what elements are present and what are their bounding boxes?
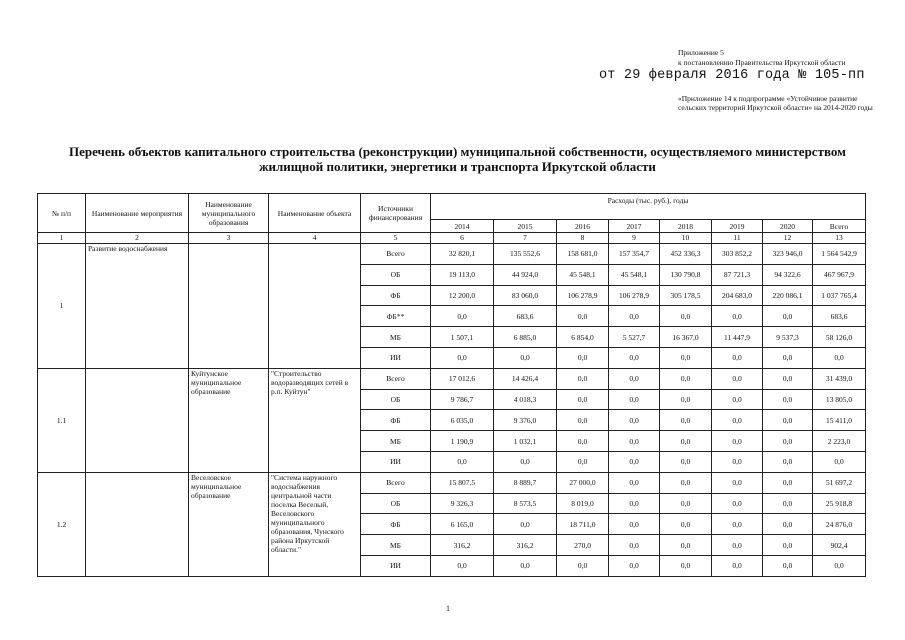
expense-value: 0,0 <box>660 514 712 535</box>
object-name: "Система наружного водоснабжения центральной части поселка Веселый, Веселовского муниципального образования, Чунского района Иркутской области." <box>269 472 361 576</box>
column-index: 1 <box>38 233 86 244</box>
header-year: 2020 <box>763 220 813 233</box>
column-index: 4 <box>269 233 361 244</box>
expense-value: 58 126,0 <box>813 327 866 348</box>
expense-value: 683,6 <box>494 306 557 327</box>
expense-value: 0,0 <box>609 472 660 493</box>
expense-value: 9 326,3 <box>431 493 494 514</box>
expense-value: 0,0 <box>609 535 660 556</box>
expense-value: 0,0 <box>763 368 813 389</box>
expense-value: 0,0 <box>557 555 609 576</box>
expense-value: 0,0 <box>431 451 494 472</box>
expense-value: 0,0 <box>660 410 712 431</box>
expense-value: 12 200,0 <box>431 285 494 306</box>
expense-value: 4 018,3 <box>494 389 557 410</box>
expense-value: 0,0 <box>660 472 712 493</box>
page-number: 1 <box>446 604 450 613</box>
expense-value: 8 019,0 <box>557 493 609 514</box>
expense-value: 0,0 <box>813 347 866 368</box>
column-index: 3 <box>189 233 269 244</box>
expense-value: 87 721,3 <box>712 264 763 285</box>
expense-value: 0,0 <box>712 410 763 431</box>
expense-value: 130 790,8 <box>660 264 712 285</box>
expense-value: 15 807,5 <box>431 472 494 493</box>
expense-value: 0,0 <box>813 451 866 472</box>
expense-value: 157 354,7 <box>609 244 660 265</box>
expense-value: 31 439,0 <box>813 368 866 389</box>
expense-value: 2 223,0 <box>813 431 866 452</box>
column-index: 2 <box>86 233 189 244</box>
expense-value: 5 527,7 <box>609 327 660 348</box>
funding-source: ОБ <box>361 389 431 410</box>
column-index: 11 <box>712 233 763 244</box>
table-row <box>38 472 866 493</box>
expense-value: 0,0 <box>609 306 660 327</box>
column-index: 13 <box>813 233 866 244</box>
expense-value: 0,0 <box>712 389 763 410</box>
expense-value: 0,0 <box>660 493 712 514</box>
column-index: 6 <box>431 233 494 244</box>
expense-value: 94 322,6 <box>763 264 813 285</box>
funding-source: МБ <box>361 431 431 452</box>
expense-value: 0,0 <box>712 347 763 368</box>
expense-value: 0,0 <box>763 306 813 327</box>
decree-date: от 29 февраля 2016 года № 105-пп <box>599 68 865 83</box>
funding-source: ФБ <box>361 410 431 431</box>
table-row <box>38 244 866 265</box>
expense-value: 0,0 <box>763 431 813 452</box>
funding-source: МБ <box>361 327 431 348</box>
funding-source: Всего <box>361 244 431 265</box>
expense-value: 25 918,8 <box>813 493 866 514</box>
expense-value: 220 086,1 <box>763 285 813 306</box>
page-title: Перечень объектов капитального строительства (реконструкции) муниципальной собственности, осуществляемого министерством жилищной политики, энергетики и транспорта Иркутской области <box>69 144 846 174</box>
expense-value: 0,0 <box>431 555 494 576</box>
expense-value: 51 697,2 <box>813 472 866 493</box>
expense-value: 0,0 <box>712 451 763 472</box>
expense-value: 0,0 <box>609 347 660 368</box>
row-number: 1 <box>38 244 86 369</box>
funding-source: ИИ <box>361 555 431 576</box>
header-year: 2014 <box>431 220 494 233</box>
expense-value: 0,0 <box>813 555 866 576</box>
expense-value: 1 564 542,9 <box>813 244 866 265</box>
expense-value: 0,0 <box>431 347 494 368</box>
expense-value: 135 552,6 <box>494 244 557 265</box>
header-event: Наименование мероприятия <box>86 194 189 233</box>
expense-value: 1 032,1 <box>494 431 557 452</box>
expense-value: 6 885,0 <box>494 327 557 348</box>
expense-value: 305 178,5 <box>660 285 712 306</box>
table-row <box>38 368 866 389</box>
expense-value: 0,0 <box>763 555 813 576</box>
expense-value: 0,0 <box>712 368 763 389</box>
expense-value: 0,0 <box>660 389 712 410</box>
event-name <box>86 368 189 472</box>
municipality-name: Куйтунское муниципальное образование <box>189 368 269 472</box>
municipality-name <box>189 244 269 369</box>
expense-value: 0,0 <box>494 555 557 576</box>
expense-value: 452 336,3 <box>660 244 712 265</box>
expense-value: 0,0 <box>494 347 557 368</box>
expense-value: 83 060,0 <box>494 285 557 306</box>
expense-value: 8 889,7 <box>494 472 557 493</box>
expense-value: 6 165,0 <box>431 514 494 535</box>
expense-value: 6 854,0 <box>557 327 609 348</box>
event-name: Развитие водоснабжения <box>86 244 189 369</box>
expense-value: 0,0 <box>660 347 712 368</box>
expense-value: 106 278,9 <box>557 285 609 306</box>
funding-source: ФБ** <box>361 306 431 327</box>
expense-value: 106 278,9 <box>609 285 660 306</box>
expense-value: 0,0 <box>660 451 712 472</box>
column-index: 10 <box>660 233 712 244</box>
expense-value: 27 000,0 <box>557 472 609 493</box>
expense-value: 0,0 <box>609 431 660 452</box>
funding-source: Всего <box>361 472 431 493</box>
expense-value: 1 037 765,4 <box>813 285 866 306</box>
expense-value: 158 681,0 <box>557 244 609 265</box>
expense-value: 9 786,7 <box>431 389 494 410</box>
expense-value: 1 507,1 <box>431 327 494 348</box>
header-expenses: Расходы (тыс. руб.), годы <box>431 194 866 220</box>
expense-value: 9 376,0 <box>494 410 557 431</box>
expense-value: 0,0 <box>763 535 813 556</box>
object-name <box>269 244 361 369</box>
row-number: 1.2 <box>38 472 86 576</box>
funding-source: ИИ <box>361 347 431 368</box>
column-index: 5 <box>361 233 431 244</box>
expense-value: 902,4 <box>813 535 866 556</box>
expense-value: 0,0 <box>763 451 813 472</box>
header-municipality: Наименование муниципального образования <box>189 194 269 233</box>
expense-value: 18 711,0 <box>557 514 609 535</box>
column-index: 9 <box>609 233 660 244</box>
expense-value: 9 537,3 <box>763 327 813 348</box>
column-index: 8 <box>557 233 609 244</box>
expense-value: 0,0 <box>660 306 712 327</box>
decree-reference: к постановлению Правительства Иркутской области <box>678 58 846 67</box>
expense-value: 0,0 <box>557 451 609 472</box>
expense-value: 0,0 <box>712 555 763 576</box>
header-year: 2019 <box>712 220 763 233</box>
header-num: № п/п <box>38 194 86 233</box>
expense-value: 0,0 <box>763 514 813 535</box>
expense-value: 45 548,1 <box>609 264 660 285</box>
expense-value: 0,0 <box>660 555 712 576</box>
expense-value: 270,0 <box>557 535 609 556</box>
funding-source: МБ <box>361 535 431 556</box>
header-year: 2018 <box>660 220 712 233</box>
expense-value: 0,0 <box>609 451 660 472</box>
expense-value: 45 548,1 <box>557 264 609 285</box>
header-source: Источники финансирования <box>361 194 431 233</box>
funding-source: ФБ <box>361 285 431 306</box>
expense-value: 0,0 <box>712 493 763 514</box>
expense-value: 0,0 <box>660 535 712 556</box>
expense-value: 0,0 <box>763 493 813 514</box>
expense-value: 0,0 <box>712 514 763 535</box>
header-year: 2015 <box>494 220 557 233</box>
expense-value: 11 447,9 <box>712 327 763 348</box>
expense-value: 15 411,0 <box>813 410 866 431</box>
expense-value: 0,0 <box>660 368 712 389</box>
expense-value: 0,0 <box>763 472 813 493</box>
expense-value: 0,0 <box>712 306 763 327</box>
municipality-name: Веселовское муниципальное образование <box>189 472 269 576</box>
funding-source: ИИ <box>361 451 431 472</box>
expense-value: 14 426,4 <box>494 368 557 389</box>
expense-value: 683,6 <box>813 306 866 327</box>
expense-value: 0,0 <box>660 431 712 452</box>
expense-value: 0,0 <box>763 389 813 410</box>
header-object: Наименование объекта <box>269 194 361 233</box>
funding-source: ФБ <box>361 514 431 535</box>
expense-value: 0,0 <box>712 431 763 452</box>
event-name <box>86 472 189 576</box>
funding-source: Всего <box>361 368 431 389</box>
column-index: 12 <box>763 233 813 244</box>
expense-value: 8 573,5 <box>494 493 557 514</box>
header-year: 2016 <box>557 220 609 233</box>
expense-value: 303 852,2 <box>712 244 763 265</box>
expense-value: 316,2 <box>494 535 557 556</box>
expense-value: 6 035,0 <box>431 410 494 431</box>
expense-value: 0,0 <box>557 306 609 327</box>
expense-value: 0,0 <box>609 514 660 535</box>
header-year: Всего <box>813 220 866 233</box>
expense-value: 323 946,0 <box>763 244 813 265</box>
expense-value: 0,0 <box>609 389 660 410</box>
expense-value: 0,0 <box>609 410 660 431</box>
expense-value: 44 924,0 <box>494 264 557 285</box>
expense-value: 204 683,0 <box>712 285 763 306</box>
expense-value: 32 820,1 <box>431 244 494 265</box>
expense-value: 0,0 <box>557 410 609 431</box>
expense-value: 0,0 <box>763 410 813 431</box>
expense-value: 24 876,0 <box>813 514 866 535</box>
expense-value: 16 367,0 <box>660 327 712 348</box>
row-number: 1.1 <box>38 368 86 472</box>
expense-value: 0,0 <box>712 472 763 493</box>
objects-table <box>37 193 866 577</box>
expense-value: 13 805,0 <box>813 389 866 410</box>
expense-value: 0,0 <box>557 347 609 368</box>
header-year: 2017 <box>609 220 660 233</box>
expense-value: 0,0 <box>557 368 609 389</box>
expense-value: 19 113,0 <box>431 264 494 285</box>
expense-value: 0,0 <box>609 555 660 576</box>
expense-value: 17 012,6 <box>431 368 494 389</box>
expense-value: 0,0 <box>431 306 494 327</box>
expense-value: 1 190,9 <box>431 431 494 452</box>
expense-value: 0,0 <box>609 493 660 514</box>
expense-value: 0,0 <box>494 451 557 472</box>
expense-value: 0,0 <box>609 368 660 389</box>
expense-value: 0,0 <box>494 514 557 535</box>
column-index: 7 <box>494 233 557 244</box>
expense-value: 0,0 <box>557 431 609 452</box>
expense-value: 316,2 <box>431 535 494 556</box>
appendix-label: Приложение 5 <box>678 48 724 57</box>
expense-value: 0,0 <box>557 389 609 410</box>
expense-value: 0,0 <box>712 535 763 556</box>
appendix14-reference: «Приложение 14 к подпрограмме «Устойчивое развитие сельских территорий Иркутской области» на 2014-2020 годы <box>678 94 873 112</box>
funding-source: ОБ <box>361 493 431 514</box>
object-name: "Строительство водоразводящих сетей в р.п. Куйтун" <box>269 368 361 472</box>
funding-source: ОБ <box>361 264 431 285</box>
expense-value: 0,0 <box>763 347 813 368</box>
expense-value: 467 967,9 <box>813 264 866 285</box>
